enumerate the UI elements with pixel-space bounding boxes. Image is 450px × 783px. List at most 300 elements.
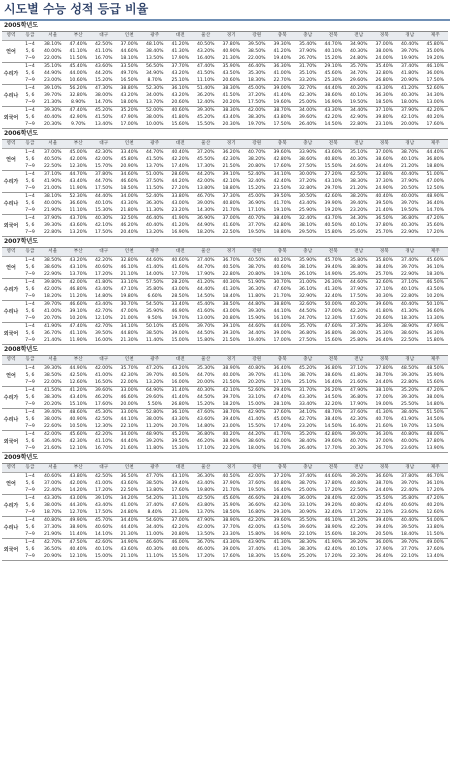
- value-cell: 48.50%: [400, 365, 419, 371]
- value-cell: 13.50%: [142, 55, 168, 63]
- value-cell: 34.10%: [298, 409, 317, 415]
- value-cell: 7~9: [20, 445, 40, 453]
- value-cell: 43.40%: [222, 114, 241, 120]
- value-cell: 37.20%: [247, 92, 266, 98]
- value-cell: 15.20%: [91, 77, 117, 85]
- value-cell: 46.00%: [196, 546, 215, 552]
- value-cell: 15.50%: [321, 163, 347, 171]
- value-cell: 38.50%: [145, 480, 164, 486]
- table-row: [2, 416, 448, 423]
- value-cell: 42.20%: [349, 524, 368, 530]
- value-cell: 47.10%: [120, 286, 139, 292]
- value-cell: 38.50%: [43, 257, 62, 263]
- value-cell: 16.90%: [321, 99, 347, 107]
- value-cell: 43.60%: [196, 416, 215, 422]
- value-cell: 36.00%: [298, 495, 317, 501]
- value-cell: 21.70%: [270, 293, 296, 301]
- value-cell: 14.90%: [321, 271, 347, 279]
- value-cell: 27.20%: [324, 171, 343, 177]
- value-cell: 20.60%: [219, 77, 245, 85]
- column-header: 경기: [219, 140, 245, 149]
- value-cell: 20.80%: [219, 315, 245, 323]
- value-cell: 38.10%: [375, 387, 394, 393]
- value-cell: 18.00%: [117, 99, 143, 107]
- value-cell: 15.60%: [168, 121, 194, 129]
- value-cell: 12.60%: [66, 379, 92, 387]
- value-cell: 46.10%: [120, 264, 139, 270]
- value-cell: 22.00%: [117, 379, 143, 387]
- value-cell: 15.10%: [66, 401, 92, 409]
- column-header: 대전: [168, 464, 194, 473]
- value-cell: 40.00%: [43, 200, 62, 206]
- value-cell: 39.30%: [273, 41, 292, 47]
- value-cell: 1~4: [25, 517, 35, 523]
- value-cell: 50.10%: [426, 301, 445, 307]
- table-row: [2, 524, 448, 531]
- value-cell: 5, 6: [25, 264, 35, 270]
- subject-cell: 외국어: [2, 215, 20, 237]
- value-cell: 43.80%: [196, 502, 215, 508]
- table-row: [2, 423, 448, 431]
- value-cell: 1~4: [25, 409, 35, 415]
- value-cell: 21.40%: [40, 337, 66, 345]
- value-cell: 37.70%: [222, 524, 241, 530]
- value-cell: 5, 6: [25, 286, 35, 292]
- value-cell: 45.60%: [222, 495, 241, 501]
- value-cell: 5, 6: [25, 70, 35, 76]
- value-cell: 42.10%: [222, 178, 241, 184]
- value-cell: 37.90%: [375, 546, 394, 552]
- header-row: [2, 32, 448, 41]
- value-cell: 44.40%: [120, 524, 139, 530]
- value-cell: 17.50%: [346, 293, 372, 301]
- value-cell: 40.80%: [222, 200, 241, 206]
- value-cell: 45.60%: [324, 70, 343, 76]
- value-cell: 15.60%: [321, 531, 347, 539]
- value-cell: 11.50%: [142, 185, 168, 193]
- value-cell: 6.60%: [142, 293, 168, 301]
- value-cell: 42.50%: [69, 372, 88, 378]
- value-cell: 40.20%: [273, 257, 292, 263]
- value-cell: 38.90%: [222, 365, 241, 371]
- value-cell: 37.10%: [400, 279, 419, 285]
- value-cell: 40.50%: [196, 41, 215, 47]
- value-cell: 18.80%: [423, 163, 449, 171]
- value-cell: 44.40%: [120, 438, 139, 444]
- header-row: [2, 248, 448, 257]
- value-cell: 13.70%: [66, 271, 92, 279]
- value-cell: 37.00%: [324, 308, 343, 314]
- value-cell: 12.30%: [91, 423, 117, 431]
- value-cell: 40.30%: [349, 48, 368, 54]
- value-cell: 40.30%: [94, 215, 113, 221]
- value-cell: 21.60%: [40, 445, 66, 453]
- value-cell: 42.00%: [94, 365, 113, 371]
- value-cell: 39.70%: [400, 480, 419, 486]
- value-cell: 15.20%: [244, 185, 270, 193]
- value-cell: 7~9: [20, 401, 40, 409]
- value-cell: 37.90%: [222, 480, 241, 486]
- value-cell: 36.10%: [426, 264, 445, 270]
- value-cell: 34.40%: [120, 517, 139, 523]
- value-cell: 20.90%: [40, 553, 66, 561]
- value-cell: 47.40%: [273, 394, 292, 400]
- value-cell: 34.40%: [349, 107, 368, 113]
- value-cell: 36.80%: [298, 330, 317, 336]
- value-cell: 43.40%: [94, 286, 113, 292]
- value-cell: 43.40%: [94, 502, 113, 508]
- value-cell: 40.30%: [222, 279, 241, 285]
- value-cell: 41.20%: [349, 517, 368, 523]
- value-cell: 35.70%: [298, 323, 317, 329]
- value-cell: 20.60%: [372, 315, 398, 323]
- value-cell: 20.80%: [244, 163, 270, 171]
- value-cell: 40.10%: [400, 286, 419, 292]
- value-cell: 21.50%: [219, 337, 245, 345]
- value-cell: 39.30%: [400, 394, 419, 400]
- value-cell: 39.20%: [145, 438, 164, 444]
- value-cell: 40.20%: [222, 431, 241, 437]
- value-cell: 36.50%: [43, 546, 62, 552]
- value-cell: 1~4: [25, 387, 35, 393]
- year-label: 2005학년도: [4, 22, 39, 29]
- column-header: 경남: [397, 32, 423, 41]
- value-cell: 19.90%: [397, 55, 423, 63]
- value-cell: 43.50%: [273, 524, 292, 530]
- value-cell: 18.10%: [117, 55, 143, 63]
- value-cell: 42.50%: [196, 495, 215, 501]
- value-cell: 17.20%: [193, 553, 219, 561]
- value-cell: 44.50%: [196, 330, 215, 336]
- column-header: 울산: [193, 356, 219, 365]
- column-header: 전남: [346, 140, 372, 149]
- page-title: 시도별 수능 성적 등급 비율: [0, 0, 450, 21]
- value-cell: 42.00%: [273, 438, 292, 444]
- column-header: 광주: [142, 140, 168, 149]
- value-cell: 44.40%: [324, 85, 343, 91]
- value-cell: 36.40%: [426, 200, 445, 206]
- value-cell: 42.00%: [43, 431, 62, 437]
- value-cell: 44.60%: [247, 323, 266, 329]
- value-cell: 42.70%: [94, 323, 113, 329]
- value-cell: 21.90%: [40, 207, 66, 215]
- value-cell: 29.60%: [145, 394, 164, 400]
- value-cell: 11.20%: [66, 293, 92, 301]
- value-cell: 16.00%: [168, 379, 194, 387]
- value-cell: 44.40%: [426, 149, 445, 155]
- value-cell: 37.90%: [400, 178, 419, 184]
- table-row: [2, 495, 448, 503]
- column-header: 서울: [40, 248, 66, 257]
- value-cell: 40.30%: [349, 156, 368, 162]
- value-cell: 23.20%: [168, 207, 194, 215]
- value-cell: 46.10%: [324, 517, 343, 523]
- value-cell: 54.50%: [145, 301, 164, 307]
- subject-cell: 언어: [2, 41, 20, 63]
- value-cell: 14.10%: [91, 531, 117, 539]
- value-cell: 37.00%: [375, 394, 394, 400]
- value-cell: 18.30%: [244, 553, 270, 561]
- value-cell: 42.50%: [349, 171, 368, 177]
- value-cell: 19.40%: [270, 55, 296, 63]
- column-header: 전북: [321, 248, 347, 257]
- column-header: 경북: [372, 140, 398, 149]
- value-cell: 35.80%: [349, 257, 368, 263]
- value-cell: 32.90%: [295, 293, 321, 301]
- value-cell: 35.40%: [375, 63, 394, 69]
- value-cell: 38.80%: [349, 264, 368, 270]
- value-cell: 42.70%: [298, 416, 317, 422]
- value-cell: 12.30%: [66, 163, 92, 171]
- table-row: [2, 409, 448, 417]
- column-header: 전남: [346, 32, 372, 41]
- value-cell: 35.80%: [375, 257, 394, 263]
- value-cell: 36.80%: [400, 215, 419, 221]
- column-header: 제주: [423, 248, 449, 257]
- value-cell: 36.00%: [375, 539, 394, 545]
- subject-cell: 외국어: [2, 539, 20, 561]
- value-cell: 38.90%: [222, 517, 241, 523]
- value-cell: 35.30%: [375, 330, 394, 336]
- value-cell: 39.90%: [324, 200, 343, 206]
- value-cell: 5, 6: [25, 48, 35, 54]
- value-cell: 35.40%: [298, 41, 317, 47]
- value-cell: 33.40%: [120, 149, 139, 155]
- column-header: 경기: [219, 248, 245, 257]
- value-cell: 28.40%: [324, 495, 343, 501]
- value-cell: 20.00%: [397, 121, 423, 129]
- header-row: [2, 464, 448, 473]
- value-cell: 32.40%: [321, 509, 347, 517]
- value-cell: 39.30%: [222, 330, 241, 336]
- column-header: 제주: [423, 356, 449, 365]
- column-header: 울산: [193, 140, 219, 149]
- value-cell: 5, 6: [25, 156, 35, 162]
- value-cell: 39.40%: [171, 480, 190, 486]
- column-header: 충남: [295, 248, 321, 257]
- value-cell: 42.20%: [247, 517, 266, 523]
- value-cell: 44.90%: [43, 70, 62, 76]
- value-cell: 20.00%: [193, 379, 219, 387]
- column-header: 제주: [423, 140, 449, 149]
- column-header: 경기: [219, 464, 245, 473]
- value-cell: 39.40%: [222, 416, 241, 422]
- value-cell: 37.20%: [196, 149, 215, 155]
- column-header: 충남: [295, 356, 321, 365]
- value-cell: 43.30%: [375, 85, 394, 91]
- column-header: 충남: [295, 140, 321, 149]
- value-cell: 20.30%: [40, 121, 66, 129]
- value-cell: 24.70%: [295, 315, 321, 323]
- value-cell: 13.00%: [423, 99, 449, 107]
- value-cell: 30.30%: [372, 293, 398, 301]
- value-cell: 18.80%: [219, 185, 245, 193]
- table-row: [2, 517, 448, 525]
- value-cell: 21.30%: [117, 337, 143, 345]
- value-cell: 43.70%: [69, 215, 88, 221]
- value-cell: 1~4: [25, 473, 35, 479]
- value-cell: 17.20%: [321, 487, 347, 495]
- value-cell: 17.20%: [91, 487, 117, 495]
- value-cell: 31.00%: [298, 279, 317, 285]
- value-cell: 39.10%: [222, 171, 241, 177]
- value-cell: 38.50%: [145, 330, 164, 336]
- value-cell: 10.60%: [66, 77, 92, 85]
- value-cell: 40.20%: [349, 301, 368, 307]
- value-cell: 47.90%: [120, 114, 139, 120]
- value-cell: 41.90%: [400, 416, 419, 422]
- value-cell: 24.40%: [372, 487, 398, 495]
- column-header: 강원: [244, 248, 270, 257]
- value-cell: 37.20%: [273, 473, 292, 479]
- value-cell: 43.70%: [324, 215, 343, 221]
- value-cell: 44.70%: [94, 178, 113, 184]
- value-cell: 40.40%: [400, 41, 419, 47]
- subject-cell: 외국어: [2, 107, 20, 129]
- value-cell: 14.50%: [321, 423, 347, 431]
- value-cell: 37.40%: [145, 502, 164, 508]
- column-header: 부산: [66, 464, 92, 473]
- value-cell: 44.30%: [69, 502, 88, 508]
- value-cell: 44.60%: [324, 473, 343, 479]
- value-cell: 18.20%: [219, 401, 245, 409]
- value-cell: 18.00%: [244, 445, 270, 453]
- value-cell: 13.80%: [142, 487, 168, 495]
- value-cell: 11.50%: [66, 55, 92, 63]
- value-cell: 7~9: [20, 487, 40, 495]
- value-cell: 17.00%: [117, 121, 143, 129]
- value-cell: 22.50%: [40, 163, 66, 171]
- column-header: 경기: [219, 32, 245, 41]
- value-cell: 38.40%: [298, 438, 317, 444]
- value-cell: 41.70%: [273, 431, 292, 437]
- value-cell: 38.00%: [426, 394, 445, 400]
- value-cell: 43.10%: [69, 264, 88, 270]
- table-row: [2, 70, 448, 77]
- value-cell: 37.40%: [196, 257, 215, 263]
- value-cell: 40.90%: [222, 48, 241, 54]
- value-cell: 36.30%: [247, 286, 266, 292]
- table-row: [2, 379, 448, 387]
- value-cell: 37.00%: [43, 480, 62, 486]
- value-cell: 43.60%: [324, 149, 343, 155]
- value-cell: 38.00%: [43, 502, 62, 508]
- value-cell: 26.10%: [295, 271, 321, 279]
- value-cell: 7~9: [20, 271, 40, 279]
- value-cell: 22.90%: [397, 229, 423, 237]
- value-cell: 1~4: [25, 193, 35, 199]
- value-cell: 36.50%: [375, 215, 394, 221]
- value-cell: 33.10%: [120, 279, 139, 285]
- value-cell: 44.20%: [94, 70, 113, 76]
- value-cell: 49.00%: [426, 539, 445, 545]
- value-cell: 39.60%: [273, 149, 292, 155]
- value-cell: 12.70%: [66, 509, 92, 517]
- value-cell: 34.40%: [247, 330, 266, 336]
- value-cell: 38.60%: [324, 92, 343, 98]
- value-cell: 38.90%: [222, 438, 241, 444]
- value-cell: 35.20%: [120, 107, 139, 113]
- value-cell: 46.60%: [120, 178, 139, 184]
- value-cell: 25.20%: [295, 553, 321, 561]
- value-cell: 38.40%: [324, 416, 343, 422]
- value-cell: 42.80%: [273, 156, 292, 162]
- value-cell: 36.60%: [426, 308, 445, 314]
- table-row: [2, 531, 448, 539]
- value-cell: 38.50%: [222, 301, 241, 307]
- value-cell: 19.80%: [117, 293, 143, 301]
- value-cell: 42.00%: [43, 286, 62, 292]
- column-header: 대구: [91, 464, 117, 473]
- value-cell: 43.30%: [43, 495, 62, 501]
- value-cell: 31.40%: [171, 387, 190, 393]
- table-row: [2, 48, 448, 55]
- value-cell: 42.30%: [298, 92, 317, 98]
- value-cell: 38.40%: [375, 264, 394, 270]
- value-cell: 45.00%: [69, 149, 88, 155]
- value-cell: 26.40%: [295, 445, 321, 453]
- value-cell: 17.50%: [91, 185, 117, 193]
- column-header: 등급: [20, 140, 40, 149]
- value-cell: 41.00%: [94, 480, 113, 486]
- column-header: 서울: [40, 32, 66, 41]
- value-cell: 15.80%: [244, 531, 270, 539]
- value-cell: 42.20%: [426, 107, 445, 113]
- value-cell: 40.80%: [324, 156, 343, 162]
- value-cell: 15.90%: [244, 315, 270, 323]
- value-cell: 36.60%: [247, 502, 266, 508]
- value-cell: 40.40%: [43, 114, 62, 120]
- value-cell: 38.00%: [375, 48, 394, 54]
- value-cell: 15.70%: [91, 163, 117, 171]
- value-cell: 44.60%: [145, 257, 164, 263]
- value-cell: 30.70%: [120, 301, 139, 307]
- value-cell: 40.60%: [94, 264, 113, 270]
- column-header: 충남: [295, 464, 321, 473]
- value-cell: 40.80%: [273, 480, 292, 486]
- value-cell: 42.10%: [94, 222, 113, 228]
- value-cell: 13.00%: [193, 315, 219, 323]
- value-cell: 42.30%: [120, 372, 139, 378]
- value-cell: 41.40%: [247, 416, 266, 422]
- value-cell: 18.40%: [219, 293, 245, 301]
- value-cell: 12.50%: [423, 185, 449, 193]
- value-cell: 12.10%: [91, 315, 117, 323]
- column-header: 인천: [117, 248, 143, 257]
- value-cell: 47.60%: [196, 409, 215, 415]
- value-cell: 44.70%: [196, 264, 215, 270]
- value-cell: 9.50%: [142, 315, 168, 323]
- value-cell: 40.80%: [349, 480, 368, 486]
- value-cell: 33.80%: [171, 193, 190, 199]
- table-row: [2, 308, 448, 315]
- value-cell: 42.20%: [94, 431, 113, 437]
- value-cell: 40.50%: [43, 156, 62, 162]
- value-cell: 17.20%: [321, 553, 347, 561]
- value-cell: 44.70%: [324, 41, 343, 47]
- table-row: [2, 171, 448, 179]
- value-cell: 22.10%: [295, 531, 321, 539]
- value-cell: 39.20%: [349, 539, 368, 545]
- value-cell: 17.20%: [423, 229, 449, 237]
- value-cell: 36.60%: [69, 200, 88, 206]
- value-cell: 38.60%: [247, 438, 266, 444]
- value-cell: 35.90%: [426, 372, 445, 378]
- value-cell: 43.30%: [222, 539, 241, 545]
- value-cell: 50.10%: [145, 323, 164, 329]
- value-cell: 39.60%: [94, 387, 113, 393]
- value-cell: 33.90%: [298, 149, 317, 155]
